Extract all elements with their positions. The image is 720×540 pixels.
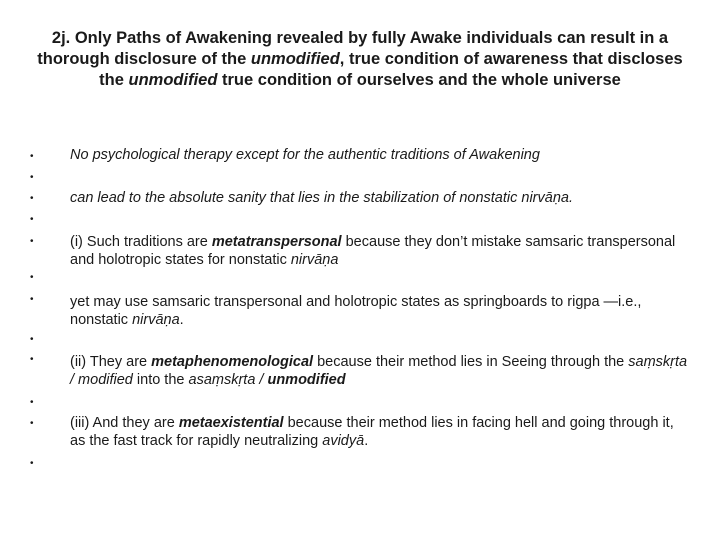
item-term: nirvāṇa [132, 312, 180, 328]
bullet-marker: • [30, 458, 34, 469]
title-text-2: , true condition of awareness that discloses the [99, 50, 683, 89]
bullet-marker: • [30, 334, 34, 345]
item-term: avidyā [322, 433, 365, 449]
item-term: asaṃskṛta / [188, 372, 268, 388]
item-term: unmodified [267, 372, 346, 388]
bullet-marker: • [30, 193, 34, 204]
item-term: metaexistential [178, 415, 284, 431]
item-text: (ii) They are [70, 354, 152, 370]
item-text: (i) Such traditions are [70, 234, 212, 250]
item-text: . [364, 433, 369, 449]
list-item-springboards [70, 293, 690, 329]
item-term: metaphenomenological [151, 354, 314, 370]
item-text: into the [132, 372, 189, 388]
bullet-marker: • [30, 294, 34, 305]
item-text: because they don’t mistake samsaric transpersonal and holotropic states for nonstatic [70, 234, 676, 268]
title-emphasis-2: unmodified [128, 71, 218, 89]
title-text-1: 2j. Only Paths of Awakening revealed by fully Awake individuals can result in a thorough disclosure of the [37, 29, 669, 68]
bullet-marker: • [30, 151, 34, 162]
bullet-marker: • [30, 172, 34, 183]
item-term: metatranspersonal [211, 234, 342, 250]
item-term: nirvāṇa [290, 252, 339, 268]
item-text: because their method lies in facing hell and going through it, as the fast track for rapidly neutralizing [70, 415, 674, 449]
title-text-3: true condition of ourselves and the whole universe [217, 71, 621, 89]
item-text: because their method lies in Seeing through the [313, 354, 629, 370]
item-text: . [179, 312, 184, 328]
list-item-metaexistential [70, 414, 690, 450]
bullet-marker: • [30, 418, 34, 429]
bullet-marker: • [30, 397, 34, 408]
item-text: (iii) And they are [70, 415, 179, 431]
bullet-marker: • [30, 214, 34, 225]
list-item-sanity: can lead to the absolute sanity that lies in the stabilization of nonstatic nirvāṇa. [70, 190, 573, 206]
title-emphasis-1: unmodified [250, 50, 340, 68]
list-item-metatranspersonal [70, 233, 690, 269]
list-item-metaphenomenological [70, 353, 690, 389]
list-item-therapy: No psychological therapy except for the authentic traditions of Awakening [70, 147, 540, 163]
item-term: saṃskṛta / modified [70, 354, 688, 388]
bullet-marker: • [30, 272, 34, 283]
bullet-marker: • [30, 354, 34, 365]
bullet-marker: • [30, 236, 34, 247]
item-text: yet may use samsaric transpersonal and holotropic states as springboards to rigpa —i.e., nonstatic [70, 294, 642, 328]
